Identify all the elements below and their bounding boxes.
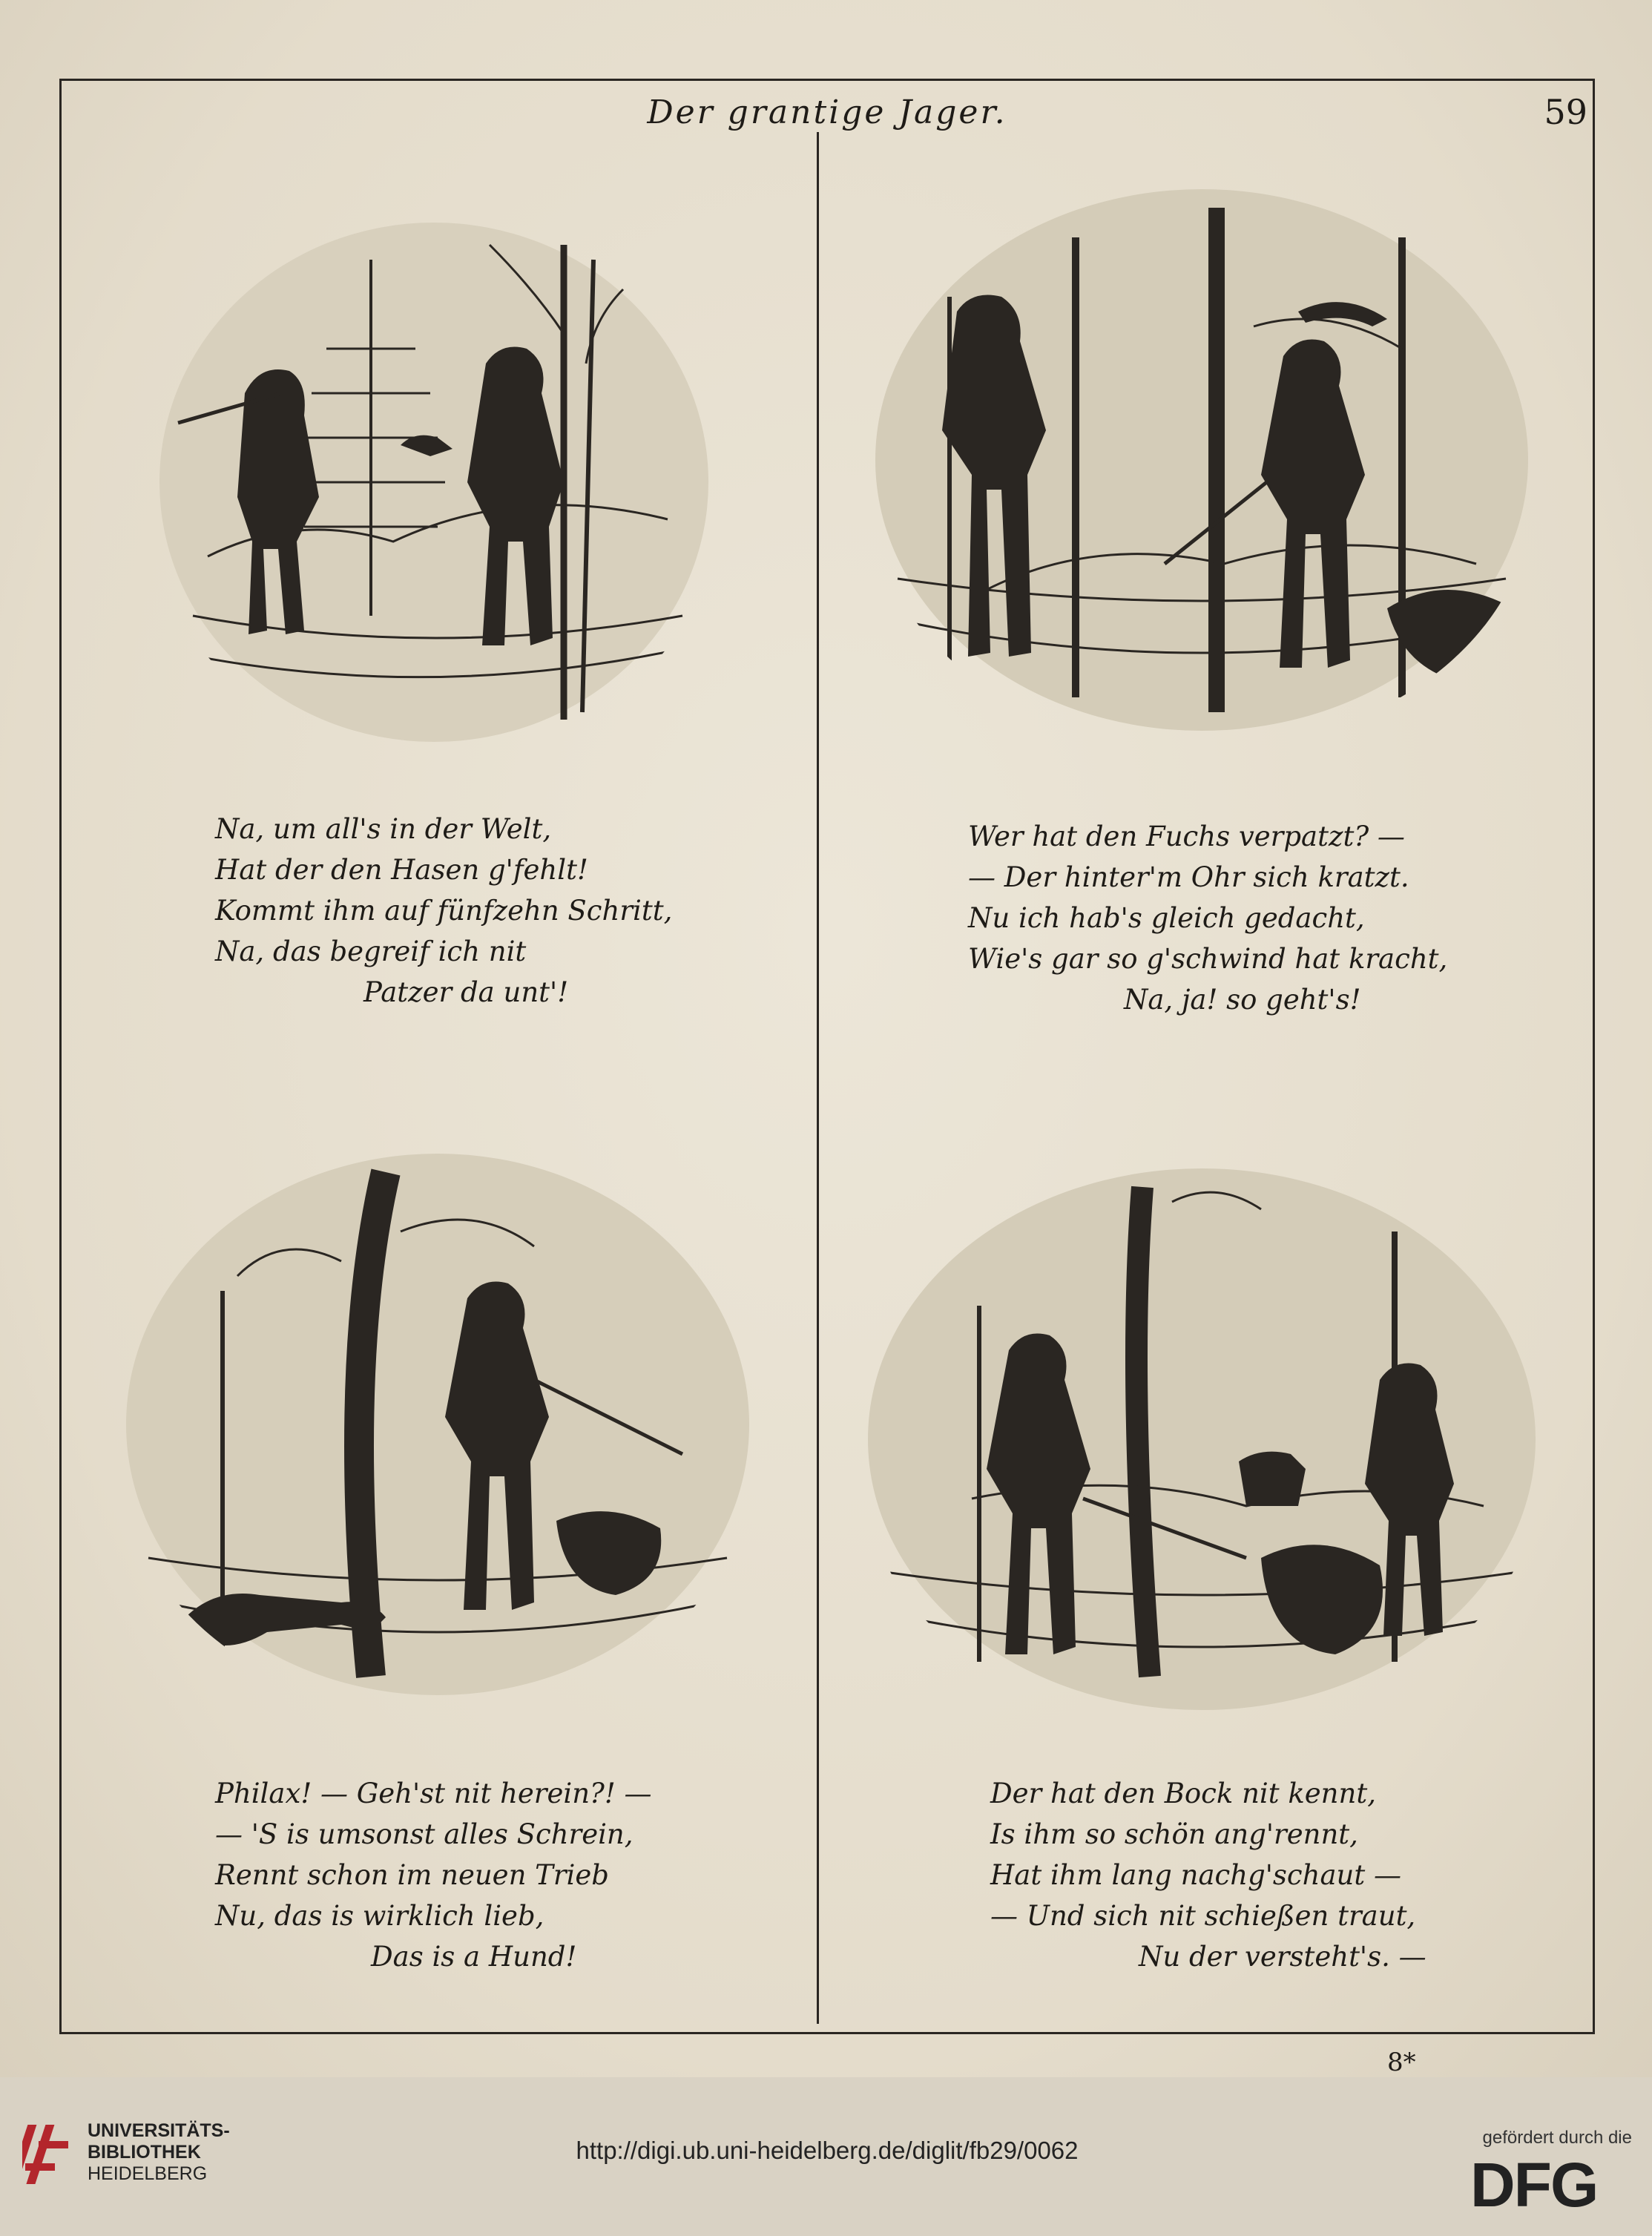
- ub-heidelberg-logo-icon[interactable]: [22, 2119, 73, 2200]
- verse-3: [215, 1773, 652, 1977]
- verse-line: Nu, das is wirklich lieb,: [215, 1900, 544, 1932]
- verse-line: Na, ja! so geht's!: [1124, 984, 1361, 1016]
- verse-line: Nu ich hab's gleich gedacht,: [968, 902, 1365, 934]
- verse-line: Philax! — Geh'st nit herein?! —: [215, 1778, 652, 1809]
- svg-text:DFG: DFG: [1470, 2157, 1598, 2211]
- verse-line: Der hat den Bock nit kennt,: [990, 1778, 1376, 1809]
- verse-4: [990, 1773, 1426, 1977]
- page-title: Der grantige Jager.: [647, 93, 1007, 131]
- verse-line: Na, um all's in der Welt,: [215, 813, 552, 845]
- verse-line: Hat der den Hasen g'fehlt!: [215, 854, 588, 886]
- page-number: 59: [1544, 92, 1587, 132]
- library-line: UNIVERSITÄTS-: [88, 2120, 230, 2141]
- funding-caption: gefördert durch die: [1482, 2128, 1632, 2148]
- permalink-url[interactable]: http://digi.ub.uni-heidelberg.de/diglit/fb29/0062: [576, 2137, 1079, 2164]
- verse-line: Kommt ihm auf fünfzehn Schritt,: [215, 895, 673, 927]
- verse-line: Rennt schon im neuen Trieb: [215, 1859, 609, 1891]
- signature-mark: 8*: [1387, 2048, 1416, 2077]
- verse-line: Na, das begreif ich nit: [215, 935, 527, 967]
- library-line: HEIDELBERG: [88, 2163, 208, 2184]
- verse-line: Nu der versteht's. —: [1139, 1941, 1426, 1973]
- verse-2: [968, 816, 1447, 1020]
- verse-line: — Und sich nit schießen traut,: [990, 1900, 1416, 1932]
- illustration-hunter-calling-dog: [119, 1142, 757, 1706]
- column-divider: [817, 132, 819, 2024]
- verse-line: Is ihm so schön ang'rennt,: [990, 1818, 1358, 1850]
- verse-1: [215, 809, 672, 1013]
- verse-line: Wer hat den Fuchs verpatzt? —: [968, 821, 1405, 852]
- illustration-hunter-scratching-ear: [868, 178, 1536, 742]
- dfg-logo-icon[interactable]: [1470, 2157, 1635, 2211]
- verse-line: Das is a Hund!: [371, 1941, 577, 1973]
- verse-line: Wie's gar so g'schwind hat kracht,: [968, 943, 1448, 975]
- illustration-hunter-missing-hare: [148, 200, 720, 749]
- verse-line: Hat ihm lang nachg'schaut —: [990, 1859, 1401, 1891]
- library-line: BIBLIOTHEK: [88, 2142, 201, 2163]
- library-name[interactable]: [88, 2120, 230, 2185]
- verse-line: Patzer da unt'!: [363, 976, 569, 1008]
- verse-line: — 'S is umsonst alles Schrein,: [215, 1818, 634, 1850]
- verse-line: — Der hinter'm Ohr sich kratzt.: [968, 861, 1409, 893]
- illustration-hunter-watching-buck: [860, 1157, 1543, 1721]
